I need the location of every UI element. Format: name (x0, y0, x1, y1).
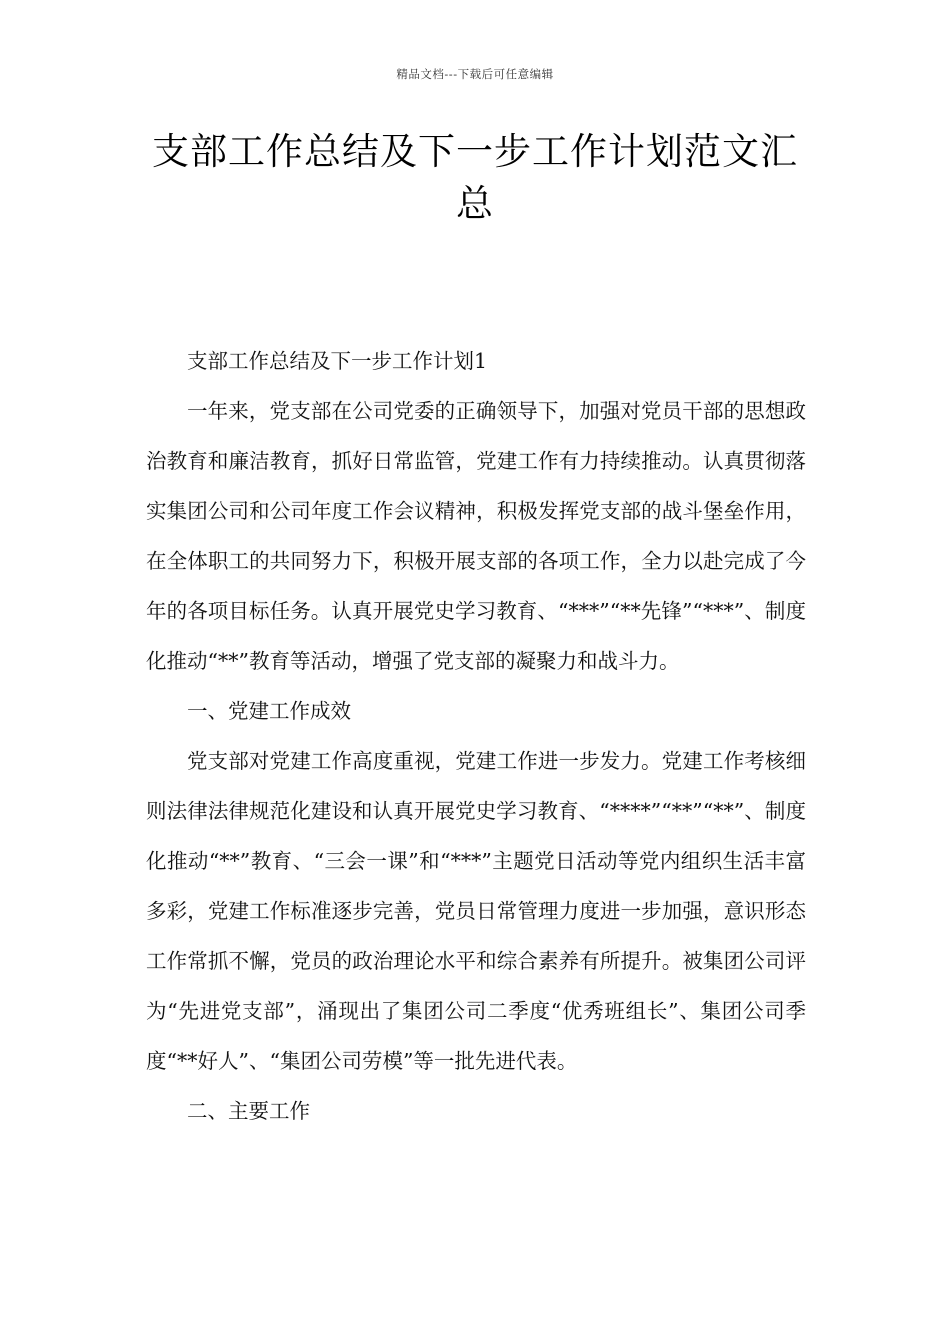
section-heading: 二、主要工作 (187, 1099, 310, 1123)
header-note: 精品文档---下载后可任意编辑 (396, 67, 554, 81)
section-heading: 支部工作总结及下一步工作计划1 (187, 349, 488, 373)
document-body (146, 336, 806, 1136)
paragraph: 党支部对党建工作高度重视，党建工作进一步发力。党建工作考核细则法律法律规范化建设和认真开展党史学习教育、“****”“**”“**”、制度化推动“**”教育、“三会一课”和“***”主题党日活动等党内组织生活丰富多彩，党建工作标准逐步完善，党员日常管理力度进一步加强，意识形态工作常抓不懈，党员的政治理论水平和综合素养有所提升。被集团公司评为“先进党支部”，涌现出了集团公司二季度“优秀班组长”、集团公司季度“**好人”、“集团公司劳模”等一批先进代表。 (146, 749, 806, 1073)
section-heading: 一、党建工作成效 (187, 699, 351, 723)
document-title: 支部工作总结及下一步工作计划范文汇总 (152, 130, 798, 225)
paragraph: 一年来，党支部在公司党委的正确领导下，加强对党员干部的思想政治教育和廉洁教育，抓好日常监管，党建工作有力持续推动。认真贯彻落实集团公司和公司年度工作会议精神，积极发挥党支部的战斗堡垒作用，在全体职工的共同努力下，积极开展支部的各项工作，全力以赴完成了今年的各项目标任务。认真开展党史学习教育、“***”“**先锋”“***”、制度化推动“**”教育等活动，增强了党支部的凝聚力和战斗力。 (146, 399, 806, 673)
